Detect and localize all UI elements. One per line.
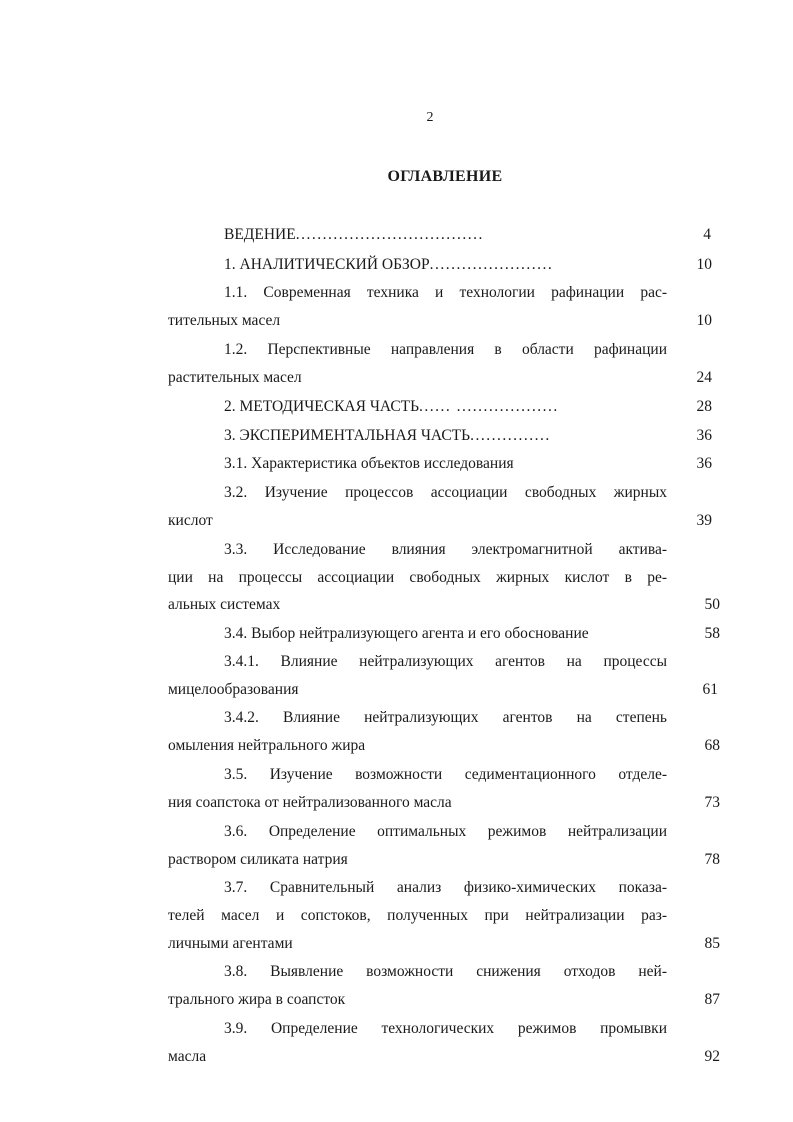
toc-page-number: 87 <box>704 991 720 1008</box>
toc-entry-text: 3.1. Характеристика объектов исследования <box>224 455 514 472</box>
toc-page-number: 92 <box>704 1048 720 1065</box>
toc-entry-text: 3.5. Изучение возможности седиментационного отделе- <box>224 766 667 783</box>
toc-entry-text: растительных масел <box>168 369 302 386</box>
toc-page-number: 39 <box>696 512 712 529</box>
toc-page-number: 4 <box>703 226 711 243</box>
toc-entry-text: 3.7. Сравнительный анализ физико-химических показа- <box>224 879 667 896</box>
toc-leader: ...... ................... <box>419 398 559 415</box>
toc-entry-text: 3.6. Определение оптимальных режимов нейтрализации <box>224 823 667 840</box>
toc-entry-text: ния соапстока от нейтрализованного масла <box>168 794 452 811</box>
toc-entry-text: омыления нейтрального жира <box>168 737 366 754</box>
toc-entry-text: ции на процессы ассоциации свободных жирных кислот в ре- <box>168 569 667 586</box>
toc-page-number: 36 <box>696 455 712 472</box>
toc-entry-text: трального жира в соапсток <box>168 991 346 1008</box>
toc-entry-text: 3.4.2. Влияние нейтрализующих агентов на степень <box>224 709 667 726</box>
toc-entry-text: 3.8. Выявление возможности снижения отходов ней- <box>224 963 667 980</box>
toc-leader: ....................... <box>429 256 554 273</box>
toc-page-number: 24 <box>696 369 712 386</box>
toc-page-number: 50 <box>704 596 720 613</box>
toc-page-number: 73 <box>704 794 720 811</box>
toc-entry-text: личными агентами <box>168 935 293 952</box>
toc-entry-text: тительных масел <box>168 312 281 329</box>
toc-page-number: 10 <box>696 256 712 273</box>
toc-page-number: 58 <box>704 625 720 642</box>
toc-leader: ............... <box>470 427 551 444</box>
toc-page-number: 68 <box>704 737 720 754</box>
toc-entry-text: раствором силиката натрия <box>168 851 348 868</box>
toc-entry-text: 3. ЭКСПЕРИМЕНТАЛЬНАЯ ЧАСТЬ <box>224 427 471 444</box>
toc-entry-text: кислот <box>168 512 213 529</box>
toc-entry-text: ВЕДЕНИЕ <box>224 226 296 243</box>
toc-entry-text: 1.1. Современная техника и технологии рафинации рас- <box>224 284 667 301</box>
toc-entry-text: 3.4. Выбор нейтрализующего агента и его обоснование <box>224 625 589 642</box>
toc-page-number: 28 <box>696 398 712 415</box>
toc-entry-text: 1. АНАЛИТИЧЕСКИЙ ОБЗОР <box>224 256 430 273</box>
toc-leader: ................................... <box>295 226 484 243</box>
toc-entry-text: 3.4.1. Влияние нейтрализующих агентов на процессы <box>224 653 667 670</box>
toc-page-number: 36 <box>696 427 712 444</box>
toc-page-number: 85 <box>704 935 720 952</box>
toc-page-number: 61 <box>702 681 718 698</box>
toc-entry-text: 3.3. Исследование влияния электромагнитной актива- <box>224 541 667 558</box>
toc-entry-text: телей масел и сопстоков, полученных при нейтрализации раз- <box>168 907 667 924</box>
toc-title: ОГЛАВЛЕНИЕ <box>387 168 503 185</box>
toc-entry-text: 3.9. Определение технологических режимов промывки <box>224 1020 667 1037</box>
toc-page-number: 78 <box>704 851 720 868</box>
toc-entry-text: 1.2. Перспективные направления в области рафинации <box>224 341 667 358</box>
toc-entry-text: альных системах <box>168 596 281 613</box>
toc-page-number: 10 <box>696 312 712 329</box>
toc-entry-text: масла <box>168 1048 207 1065</box>
toc-entry-text: 2. МЕТОДИЧЕСКАЯ ЧАСТЬ <box>224 398 420 415</box>
page-number: 2 <box>426 110 434 125</box>
toc-entry-text: мицелообразования <box>168 681 299 698</box>
toc-entry-text: 3.2. Изучение процессов ассоциации свободных жирных <box>224 484 667 501</box>
